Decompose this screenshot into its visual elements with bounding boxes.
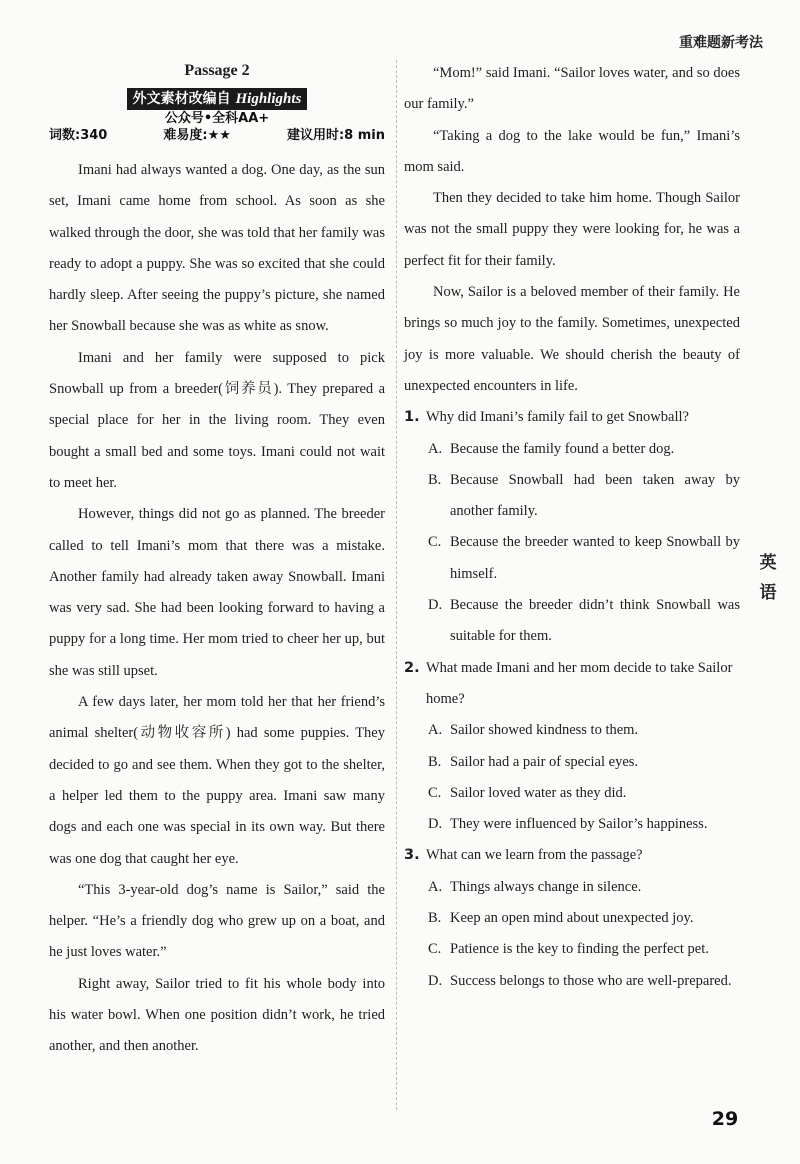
paragraph-7: “Mom!” said Imani. “Sailor loves water, and so does our family.” (404, 65, 740, 113)
suggested-time: 建议用时:8 min (286, 128, 385, 143)
paragraph-1: Imani had always wanted a dog. One day, as the sun set, Imani came home from school. As soon as she walked through the door, she was told that her family was ready to adopt a puppy. She was so excited that she could hardly sleep. After seeing the puppy’s picture, she named her Snowball because she was as white as snow. (49, 162, 385, 335)
page-number: 29 (711, 1108, 739, 1130)
column-divider (396, 60, 398, 1110)
question-number: 3. (404, 847, 420, 864)
option-text: They were influenced by Sailor’s happiness. (450, 816, 708, 833)
source-banner-wrap (49, 88, 385, 110)
paragraph-9: Then they decided to take him home. Though Sailor was not the small puppy they were looking for, he was a perfect fit for their family. (404, 190, 740, 269)
source-name: Highlights (235, 91, 302, 107)
option-letter: D. (428, 597, 443, 614)
question-3 (404, 840, 740, 996)
option-letter: C. (428, 941, 442, 958)
option-letter: C. (428, 534, 442, 551)
option-c[interactable] (404, 934, 740, 965)
question-stem: What made Imani and her mom decide to take Sailor home? (426, 659, 733, 707)
option-text: Success belongs to those who are well-prepared. (450, 972, 732, 989)
paragraph-8: “Taking a dog to the lake would be fun,” Imani’s mom said. (404, 127, 740, 175)
question-number: 1. (404, 409, 420, 426)
word-count: 词数:340 (49, 128, 108, 143)
left-column (49, 58, 385, 1063)
option-c[interactable] (404, 778, 740, 809)
paragraph-5: “This 3-year-old dog’s name is Sailor,” said the helper. “He’s a friendly dog who grew up on a boat, and he just loves water.” (49, 881, 385, 961)
subject-side-label (757, 548, 779, 608)
source-prefix: 外文素材改编自 (132, 91, 236, 107)
option-b[interactable] (404, 465, 740, 528)
option-letter: B. (428, 753, 442, 770)
option-b[interactable] (404, 747, 740, 778)
option-letter: A. (428, 722, 443, 739)
option-b[interactable] (404, 903, 740, 934)
side-label-char-1: 英 (759, 553, 777, 573)
difficulty: 难易度:★★ (163, 128, 231, 143)
question-number: 2. (404, 659, 420, 676)
option-text: Because the breeder wanted to keep Snowball by himself. (450, 534, 740, 582)
option-letter: C. (428, 784, 442, 801)
paragraph-2: Imani and her family were supposed to pick Snowball up from a breeder(饲养员). They prepared a special place for her in the living room. They even bought a small bed and some toys. Imani could not wait to meet her. (49, 349, 385, 491)
passage-meta (49, 127, 385, 145)
option-d[interactable] (404, 809, 740, 840)
option-text: Sailor loved water as they did. (450, 784, 627, 801)
option-text: Keep an open mind about unexpected joy. (450, 910, 694, 927)
question-stem: Why did Imani’s family fail to get Snowball? (426, 409, 689, 426)
option-letter: D. (428, 972, 443, 989)
question-2 (404, 653, 740, 841)
option-text: Sailor showed kindness to them. (450, 722, 639, 739)
option-a[interactable] (404, 872, 740, 903)
option-text: Because the breeder didn’t think Snowball was suitable for them. (450, 597, 740, 645)
option-d[interactable] (404, 590, 740, 653)
option-c[interactable] (404, 527, 740, 590)
question-1 (404, 402, 740, 652)
option-text: Because Snowball had been taken away by another family. (450, 471, 740, 520)
right-column (404, 58, 740, 997)
watermark-text: 公众号•全科AA+ (164, 111, 270, 126)
option-letter: B. (428, 471, 442, 488)
section-tag: 重难题新考法 (679, 35, 763, 51)
option-text: Patience is the key to finding the perfect pet. (450, 941, 709, 958)
option-letter: D. (428, 816, 443, 833)
option-letter: B. (428, 910, 442, 927)
option-a[interactable] (404, 434, 740, 465)
paragraph-10: Now, Sailor is a beloved member of their family. He brings so much joy to the family. Sometimes, unexpected joy is more valuable. We should cherish the beauty of unexpected encounters in life. (404, 284, 740, 394)
side-label-char-2: 语 (759, 583, 777, 603)
paragraph-6-text: Right away, Sailor tried to fit his whole body into his water bowl. When one position didn’t work, he tried another, and then another. (49, 975, 385, 1055)
paragraph-4: A few days later, her mom told her that her friend’s animal shelter(动物收容所) had some puppies. They decided to go and see them. When they got to the shelter, a helper led them to the puppy area. Imani saw many dogs and each one was special in its own way. But there was one dog that caught her eye. (49, 694, 385, 867)
source-banner (127, 88, 308, 110)
paragraph-6 (49, 969, 385, 1063)
paragraph-3: However, things did not go as planned. The breeder called to tell Imani’s mom that there was a mistake. Another family had already taken away Snowball. Imani was very sad. She had been looking forward to having a puppy for a long time. Her mom tried to cheer her up, but she was still upset. (49, 506, 385, 679)
option-letter: A. (428, 878, 443, 895)
option-text: Things always change in silence. (450, 878, 642, 895)
option-text: Sailor had a pair of special eyes. (450, 753, 639, 770)
question-stem: What can we learn from the passage? (426, 847, 643, 864)
passage-title: Passage 2 (184, 62, 250, 79)
option-d[interactable] (404, 966, 740, 997)
option-a[interactable] (404, 715, 740, 746)
option-text: Because the family found a better dog. (450, 440, 675, 457)
option-letter: A. (428, 440, 443, 457)
